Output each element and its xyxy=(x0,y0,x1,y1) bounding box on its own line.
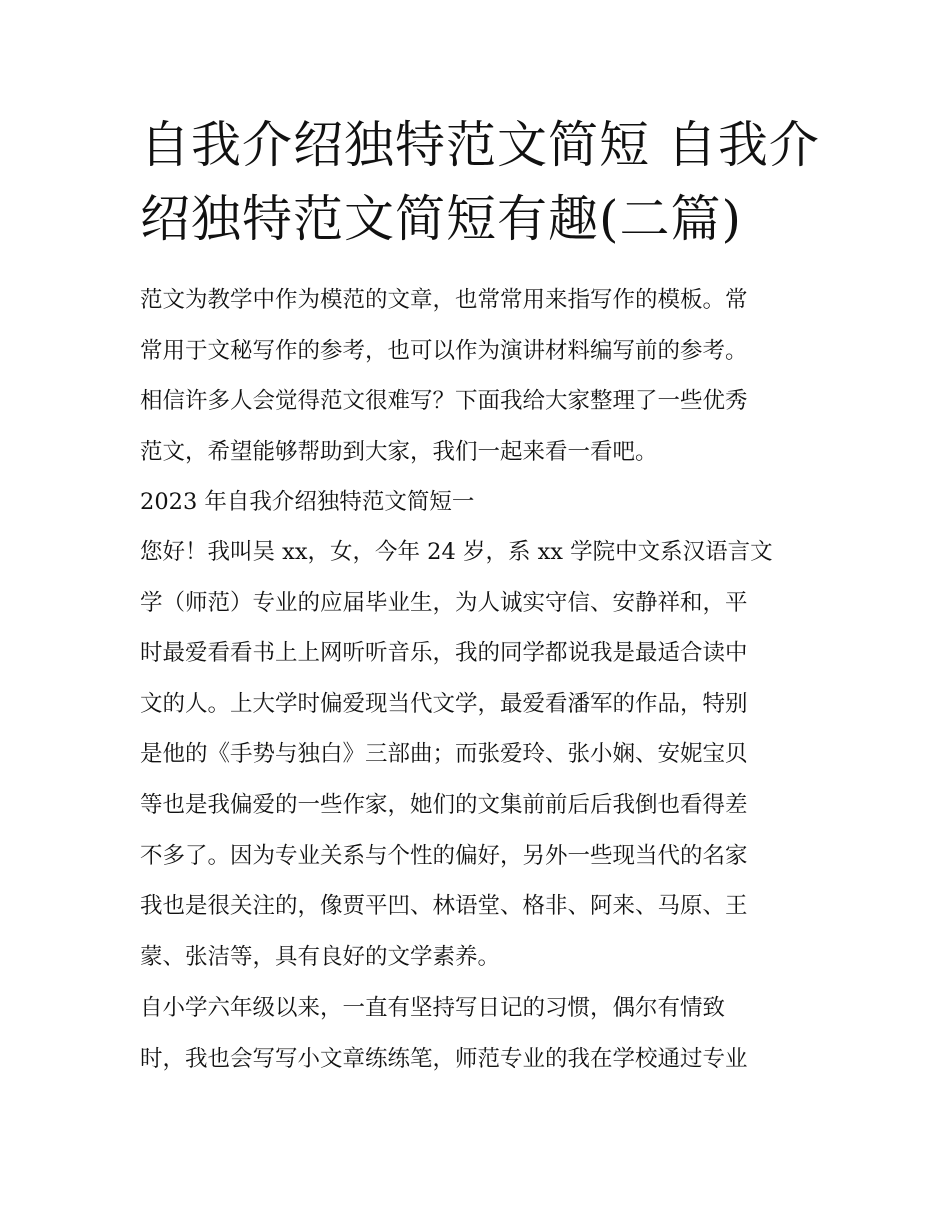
paragraph-line: 您好！我叫吴 xx，女，今年 24 岁，系 xx 学院中文系汉语言文 xyxy=(140,539,773,565)
paragraph-line: 时最爱看看书上上网听听音乐，我的同学都说我是最适合读中 xyxy=(140,640,748,667)
paragraph-line: 不多了。因为专业关系与个性的偏好，另外一些现当代的名家 xyxy=(140,842,748,869)
intro-line: 范文，希望能够帮助到大家，我们一起来看一看吧。 xyxy=(140,438,658,465)
title-line: 绍独特范文简短有趣(二篇) xyxy=(140,190,743,248)
title-line: 自我介绍独特范文简短 自我介 xyxy=(140,116,820,174)
document-title xyxy=(140,108,820,256)
paragraph-line: 等也是我偏爱的一些作家，她们的文集前前后后我倒也看得差 xyxy=(140,791,748,818)
body-paragraph-2 xyxy=(140,983,820,1084)
intro-line: 相信许多人会觉得范文很难写？下面我给大家整理了一些优秀 xyxy=(140,388,748,415)
paragraph-line: 时，我也会写写小文章练练笔，师范专业的我在学校通过专业 xyxy=(140,1045,748,1072)
paragraph-line: 蒙、张洁等，具有良好的文学素养。 xyxy=(140,943,501,970)
paragraph-line: 我也是很关注的，像贾平凹、林语堂、格非、阿来、马原、王 xyxy=(140,893,748,920)
intro-line: 常用于文秘写作的参考，也可以作为演讲材料编写前的参考。 xyxy=(140,337,748,364)
paragraph-line: 学（师范）专业的应届毕业生，为人诚实守信、安静祥和，平 xyxy=(140,589,748,616)
intro-paragraph xyxy=(140,275,820,477)
section-heading xyxy=(140,477,820,528)
paragraph-line: 是他的《手势与独白》三部曲；而张爱玲、张小娴、安妮宝贝 xyxy=(140,741,748,768)
paragraph-line: 文的人。上大学时偏爱现当代文学，最爱看潘军的作品，特别 xyxy=(140,690,748,717)
section-heading-text: 2023 年自我介绍独特范文简短一 xyxy=(140,489,475,515)
body-paragraph-1 xyxy=(140,527,820,982)
paragraph-line: 自小学六年级以来，一直有坚持写日记的习惯，偶尔有情致 xyxy=(140,995,726,1021)
intro-line: 范文为教学中作为模范的文章，也常常用来指写作的模板。常 xyxy=(140,287,748,313)
